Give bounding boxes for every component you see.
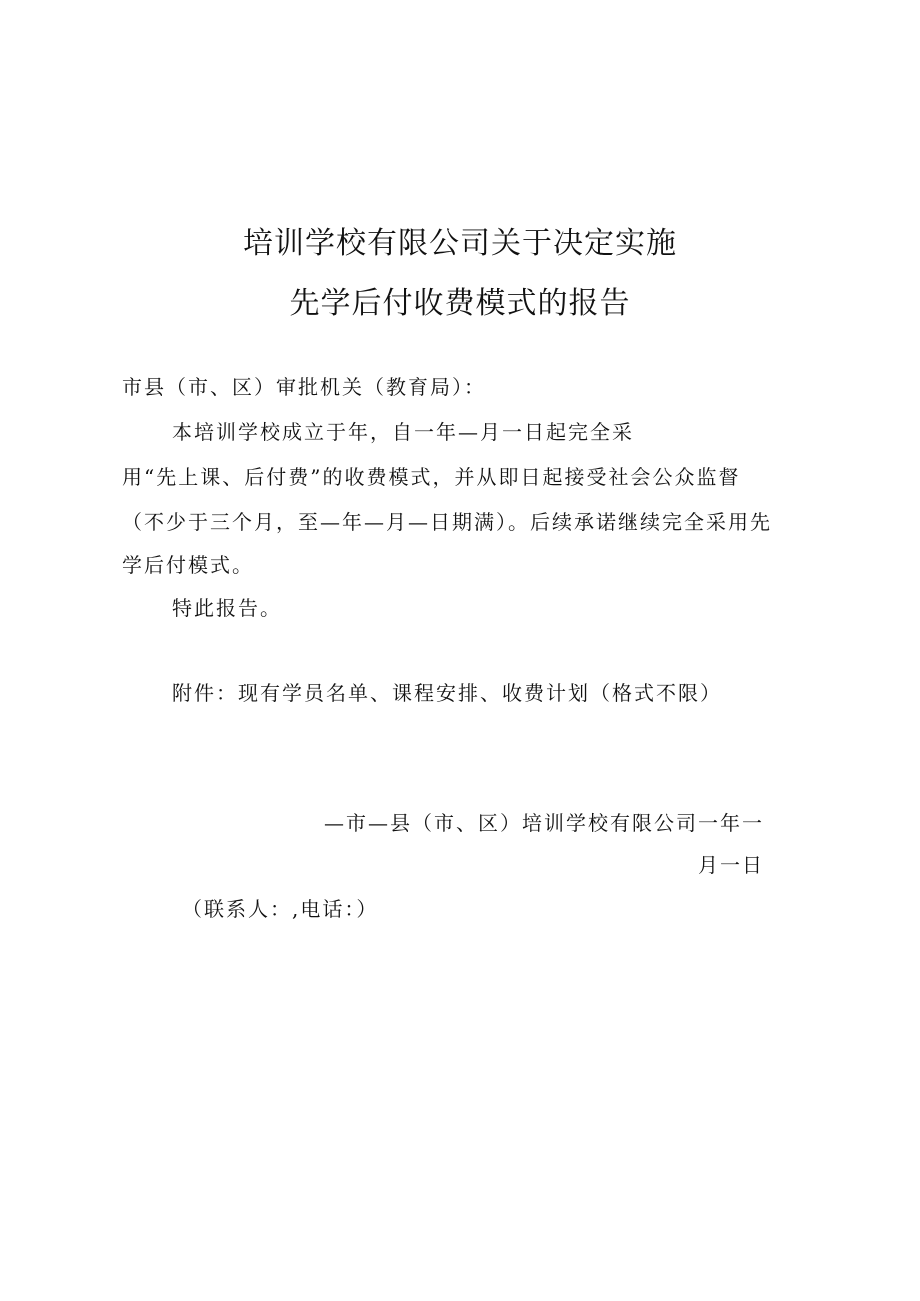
- attachment-line: 附件：现有学员名单、课程安排、收费计划（格式不限）: [172, 681, 722, 705]
- salutation: 市县（市、区）审批机关（教育局）：: [122, 375, 486, 399]
- signature-line-1: —市—县（市、区）培训学校有限公司一年一: [324, 811, 764, 835]
- signature-date: 月一日: [698, 853, 764, 877]
- body-line-2: 用“先上课、后付费”的收费模式，并从即日起接受社会公众监督: [122, 465, 741, 489]
- body-line-4: 学后付模式。: [122, 553, 254, 577]
- contact-line: （联系人：,电话：）: [182, 897, 379, 921]
- closing-line: 特此报告。: [172, 596, 282, 620]
- body-line-1: 本培训学校成立于年，自一年—月一日起完全采: [172, 420, 634, 444]
- report-title-line-2: 先学后付收费模式的报告: [289, 286, 631, 321]
- report-title-line-1: 培训学校有限公司关于决定实施: [243, 226, 677, 261]
- body-line-3: （不少于三个月，至—年—月—日期满）。后续承诺继续完全采用先: [122, 510, 772, 534]
